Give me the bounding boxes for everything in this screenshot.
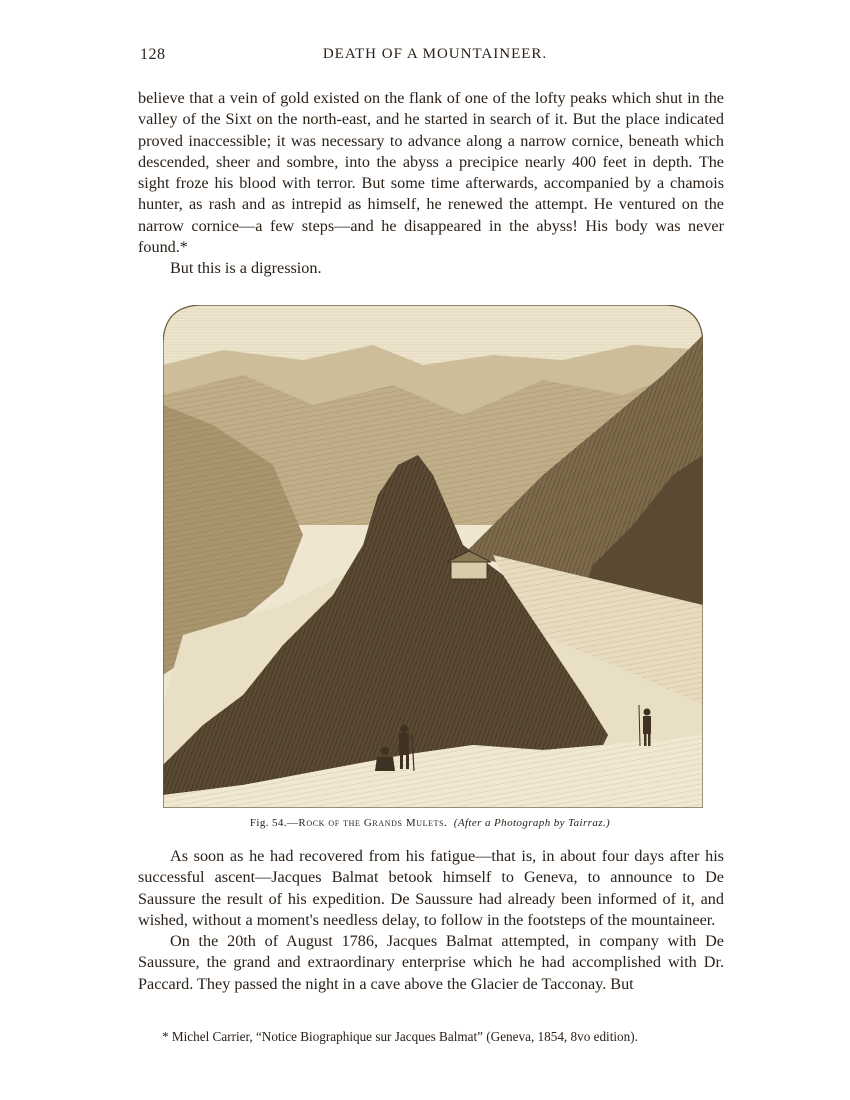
page-number: 128	[140, 46, 166, 63]
paragraph-august-1786: On the 20th of August 1786, Jacques Balmat attempted, in company with De Saussure, the grand and extraordinary enterprise which he had accomplished with Dr. Paccard. They passed the night in a cave above the Glacier de Tacconay. But	[138, 932, 724, 993]
figure-title: Rock of the Grands Mulets.	[298, 817, 448, 829]
figure-label: Fig. 54.—	[249, 817, 299, 829]
footnote-text: * Michel Carrier, “Notice Biographique sur Jacques Balmat” (Geneva, 1854, 8vo edition).	[162, 1029, 638, 1044]
paragraph-balmat-geneva: As soon as he had recovered from his fatigue—that is, in about four days after his successful ascent—Jacques Balmat betook himself to Geneva, to announce to De Saussure the result of his expedition. De Saussure had already been informed of it, and wished, without a moment's needless delay, to follow in the footsteps of the mountaineer.	[138, 847, 724, 929]
figure-credit: (After a Photograph by Tairraz.)	[453, 817, 611, 829]
figure-caption	[0, 817, 850, 829]
engraving-grands-mulets	[163, 305, 703, 808]
footnote	[138, 1028, 724, 1046]
paragraph-digression: But this is a digression.	[170, 259, 322, 278]
top-text-block	[138, 88, 724, 280]
bottom-text-block	[138, 846, 724, 995]
running-head: DEATH OF A MOUNTAINEER.	[322, 46, 548, 62]
paragraph-continued: believe that a vein of gold existed on the flank of one of the lofty peaks which shut in the valley of the Sixt on the north-east, and he started in search of it. But the place indicated proved inaccessible; it was necessary to advance along a narrow cornice, beneath which descended, sheer and sombre, into the abyss a precipice nearly 400 feet in depth. The sight froze his blood with terror. But some time afterwards, accompanied by a chamois hunter, as rash and as intrepid as himself, he renewed the attempt. He ventured on the narrow cornice—a few steps—and he disappeared in the abyss! His body was never found.*	[138, 89, 724, 257]
